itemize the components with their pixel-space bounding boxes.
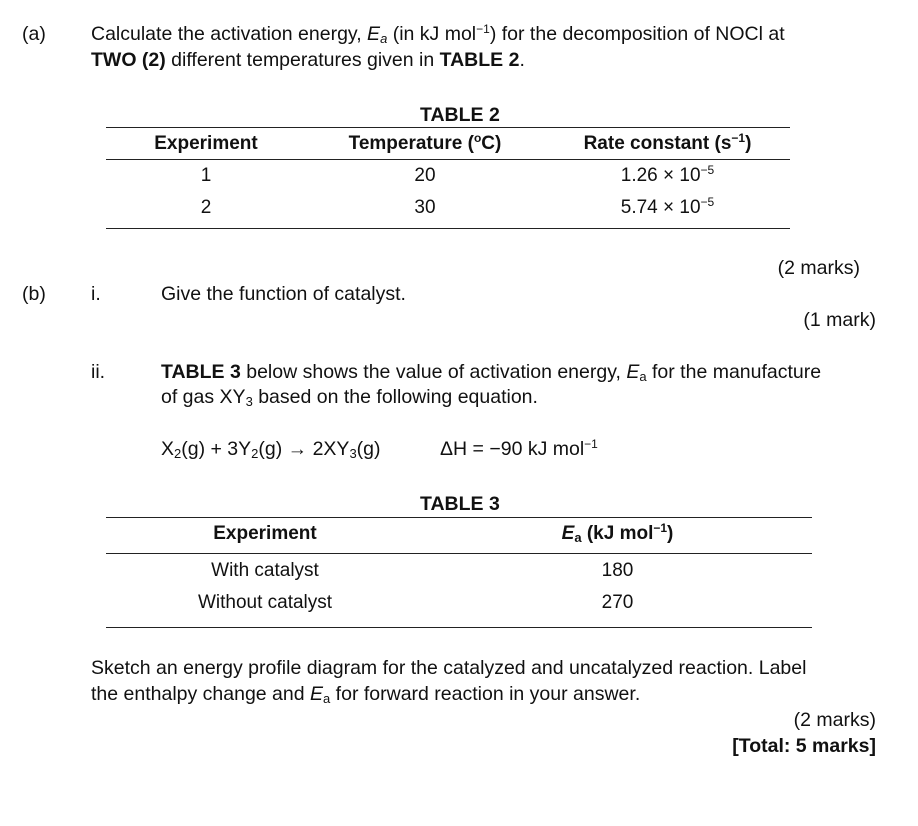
table2-row1-rate: $1.26 \times 10^{-5}$	[620, 163, 715, 186]
table2-header-rate-constant: Rate constant $(s^{-1})$	[583, 131, 752, 154]
total-marks: [Total: 5 marks]	[732, 735, 876, 757]
table2-header-rule	[106, 159, 790, 160]
table2-row1-temperature: 20	[414, 165, 436, 186]
table2-bottom-rule	[106, 228, 790, 229]
sketch-instruction-line1: Sketch an energy profile diagram for the catalyzed and uncatalyzed reaction. Label	[91, 657, 807, 679]
part-a-label: (a)	[22, 23, 46, 45]
table3-title: TABLE 3	[420, 493, 500, 515]
enthalpy-change: ΔH = −90 kJ mol$^{-1}$	[440, 437, 598, 460]
table3-header-rule	[106, 553, 812, 554]
table2-row2-experiment: 2	[200, 197, 212, 218]
table2-title: TABLE 2	[420, 104, 500, 126]
table3-header-ea: $E_a$ (kJ mol$^{-1}$)	[561, 521, 674, 545]
part-b-i-label: i.	[91, 283, 101, 305]
table3-row1-ea: 180	[601, 560, 634, 581]
table3-row1-experiment: With catalyst	[211, 560, 319, 581]
table2-row1-experiment: 1	[200, 165, 212, 186]
part-a-marks: (2 marks)	[777, 257, 860, 279]
table2-header-temperature: Temperature ($^o$C)	[348, 131, 502, 154]
sketch-instruction-line2: the enthalpy change and $E_a$ for forward reaction in your answer.	[91, 683, 641, 706]
table3-row2-experiment: Without catalyst	[197, 592, 333, 613]
table2-top-rule	[106, 127, 790, 128]
table2-header-experiment: Experiment	[154, 133, 258, 154]
reaction-equation: $X_2(g) + 3Y_2(g) \to 2XY_3(g)$	[161, 438, 381, 461]
table3-header-experiment: Experiment	[213, 523, 317, 544]
table3-bottom-rule	[106, 627, 812, 628]
part-b-ii-line1: TABLE 3 below shows the value of activation energy, $E_a$ for the manufacture	[161, 361, 822, 384]
part-b-ii-line2: of gas $XY_3$ based on the following equation.	[161, 386, 538, 409]
part-a-question-line1: Calculate the activation energy, $E_a$ (in kJ mol$^{-1}$) for the decomposition of NOCl at	[91, 22, 785, 46]
table2-row2-rate: $5.74 \times 10^{-5}$	[620, 195, 715, 218]
part-b-i-marks: (1 mark)	[803, 309, 876, 331]
part-b-ii-label: ii.	[91, 361, 106, 383]
sketch-marks: (2 marks)	[793, 709, 876, 731]
table2-row2-temperature: 30	[414, 197, 436, 218]
table3-top-rule	[106, 517, 812, 518]
part-b-i-question: Give the function of catalyst.	[161, 283, 406, 305]
table3-row2-ea: 270	[601, 592, 634, 613]
part-b-label: (b)	[22, 283, 46, 305]
part-a-question-line2: TWO (2) different temperatures given in TABLE 2.	[91, 49, 525, 71]
